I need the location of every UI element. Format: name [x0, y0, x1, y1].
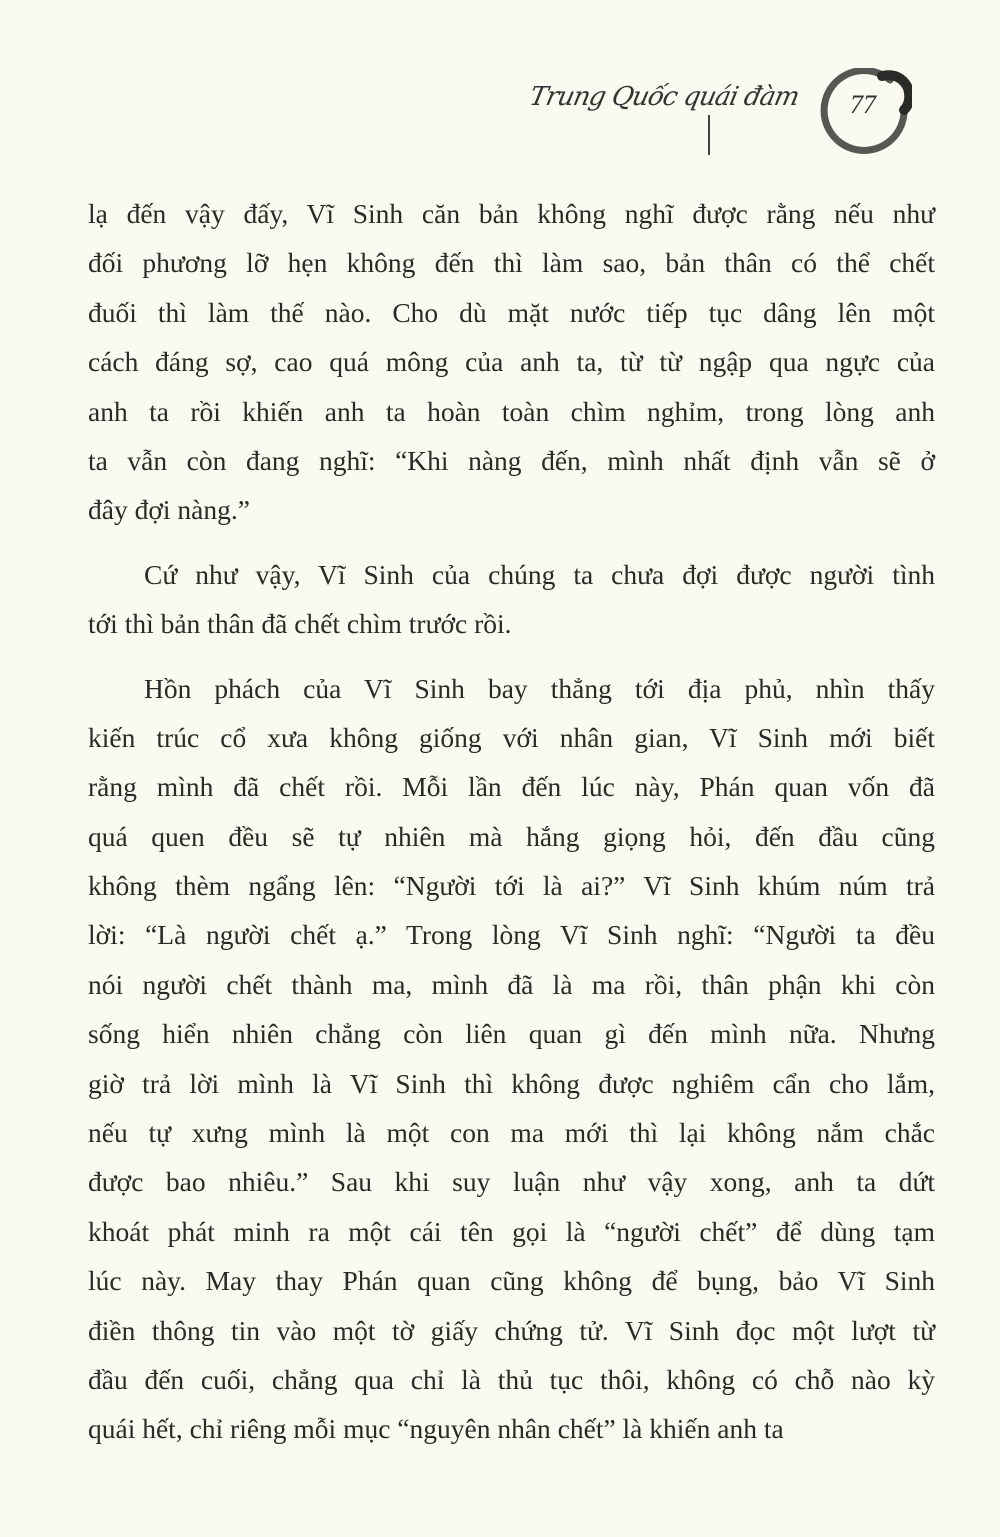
- running-title: Trung Quốc quái đàm: [526, 82, 802, 112]
- text-line: nếu tự xưng mình là một con ma mới thì lại không nắm chắc: [88, 1117, 935, 1149]
- text-line: nói người chết thành ma, mình đã là ma rồi, thân phận khi còn: [88, 968, 935, 1000]
- text-line: quái hết, chỉ riêng mỗi mục “nguyên nhân chết” là khiến anh ta: [88, 1413, 784, 1445]
- text-line: đây đợi nàng.”: [88, 494, 250, 526]
- text-line: khoát phát minh ra một cái tên gọi là “người chết” để dùng tạm: [88, 1215, 935, 1247]
- text-line: lời: “Là người chết ạ.” Trong lòng Vĩ Sinh nghĩ: “Người ta đều: [88, 919, 935, 951]
- running-header: [520, 60, 940, 170]
- text-line: sống hiển nhiên chẳng còn liên quan gì đến mình nữa. Nhưng: [88, 1018, 935, 1050]
- text-line: tới thì bản thân đã chết chìm trước rồi.: [88, 608, 512, 640]
- text-line: được bao nhiêu.” Sau khi suy luận như vậy xong, anh ta dứt: [88, 1166, 935, 1198]
- text-line: cách đáng sợ, cao quá mông của anh ta, từ từ ngập qua ngực của: [88, 346, 935, 378]
- body-text: [88, 189, 935, 1454]
- paragraph: [88, 550, 935, 649]
- text-line: Cứ như vậy, Vĩ Sinh của chúng ta chưa đợi được người tình: [144, 558, 935, 590]
- text-line: đối phương lỡ hẹn không đến thì làm sao, bản thân có thể chết: [88, 247, 935, 279]
- text-line: kiến trúc cổ xưa không giống với nhân gian, Vĩ Sinh mới biết: [88, 721, 935, 753]
- paragraph: [88, 664, 935, 1454]
- text-line: anh ta rồi khiến anh ta hoàn toàn chìm nghỉm, trong lòng anh: [88, 395, 935, 427]
- text-line: đầu đến cuối, chẳng qua chỉ là thủ tục thôi, không có chỗ nào kỳ: [88, 1363, 935, 1395]
- text-line: ta vẫn còn đang nghĩ: “Khi nàng đến, mình nhất định vẫn sẽ ở: [88, 444, 935, 476]
- brush-stroke: [708, 115, 710, 155]
- text-line: giờ trả lời mình là Vĩ Sinh thì không được nghiêm cẩn cho lắm,: [88, 1067, 935, 1099]
- text-line: quá quen đều sẽ tự nhiên mà hắng giọng hỏi, đến đầu cũng: [88, 820, 935, 852]
- text-line: lúc này. May thay Phán quan cũng không để bụng, bảo Vĩ Sinh: [88, 1265, 935, 1297]
- text-line: điền thông tin vào một tờ giấy chứng tử. Vĩ Sinh đọc một lượt từ: [88, 1314, 935, 1346]
- paragraph: [88, 189, 935, 535]
- text-line: Hồn phách của Vĩ Sinh bay thẳng tới địa phủ, nhìn thấy: [144, 672, 935, 704]
- page-number: 77: [850, 90, 876, 119]
- text-line: rằng mình đã chết rồi. Mỗi lần đến lúc này, Phán quan vốn đã: [88, 771, 935, 803]
- text-line: đuối thì làm thế nào. Cho dù mặt nước tiếp tục dâng lên một: [88, 296, 935, 328]
- text-line: không thèm ngẩng lên: “Người tới là ai?” Vĩ Sinh khúm núm trả: [88, 870, 935, 902]
- text-line: lạ đến vậy đấy, Vĩ Sinh căn bản không nghĩ được rằng nếu như: [88, 198, 935, 229]
